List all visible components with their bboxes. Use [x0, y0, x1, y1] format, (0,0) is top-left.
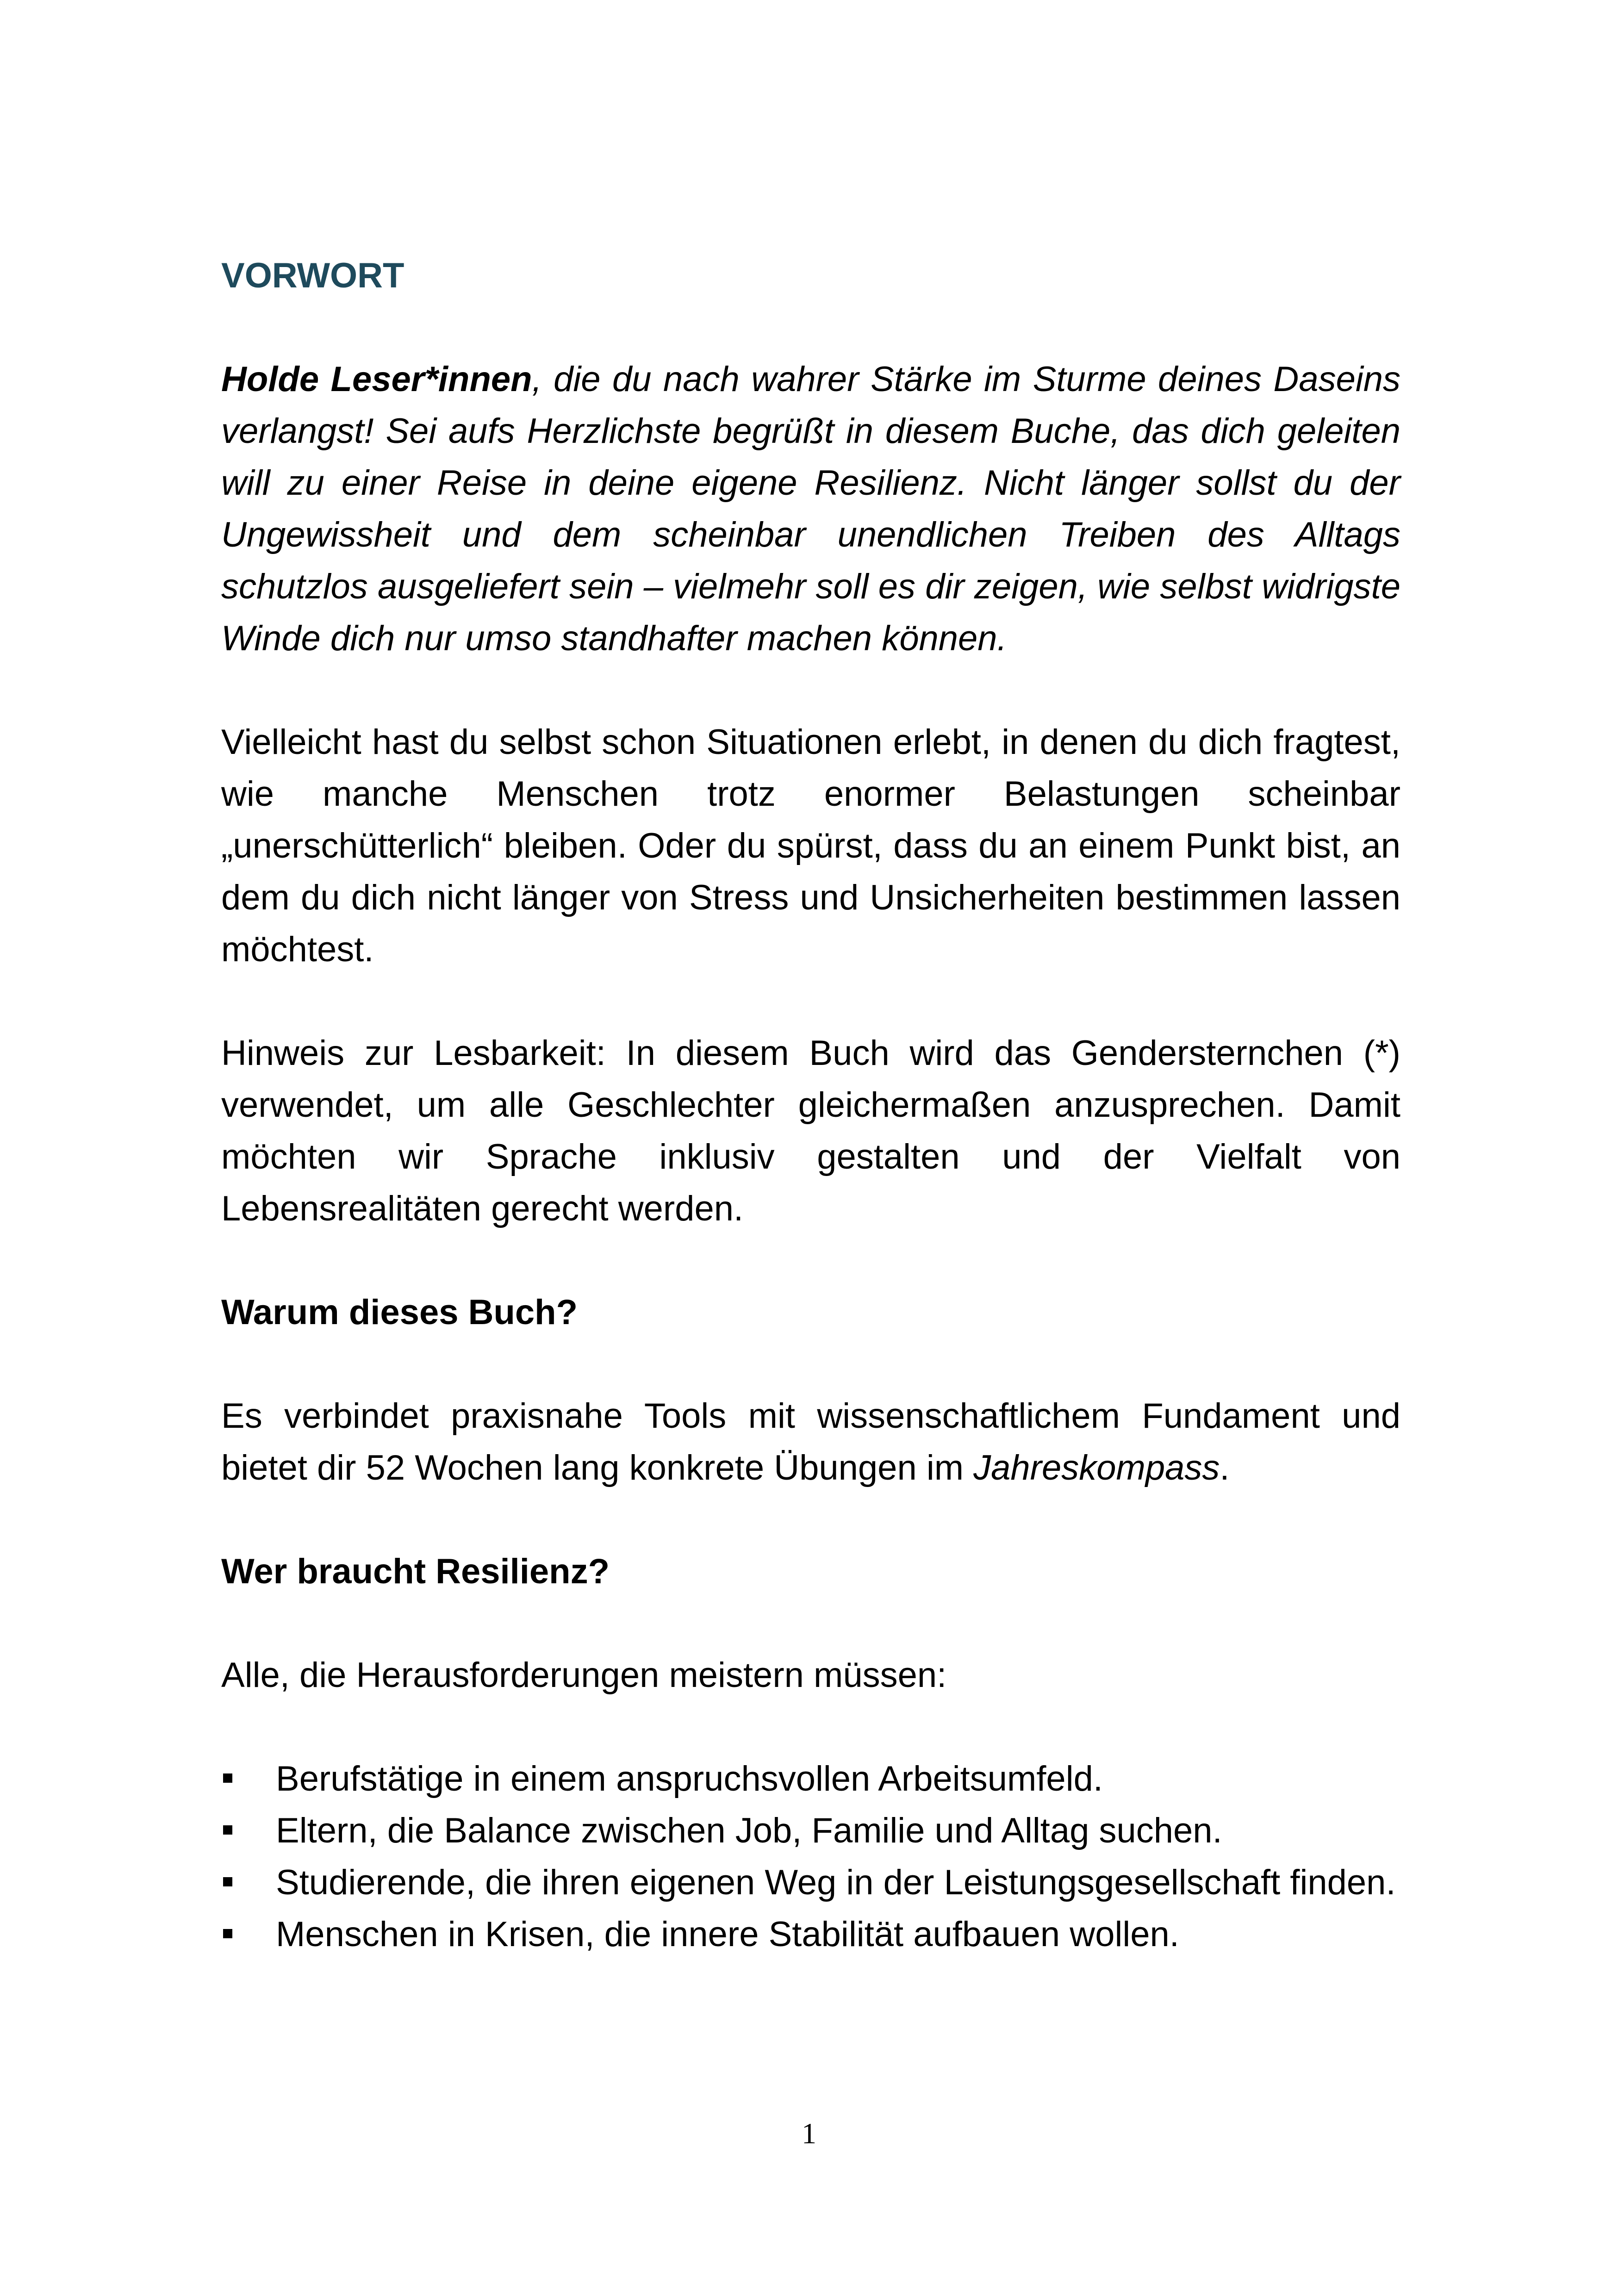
square-bullet-icon	[223, 1825, 232, 1835]
paragraph-who-lead: Alle, die Herausforderungen meistern müssen:	[221, 1655, 947, 1695]
list-item	[221, 1753, 1400, 1805]
why-text-before: Es verbindet praxisnahe Tools mit wissenschaftlichem Fundament und bietet dir 52 Wochen lang konkrete Übungen im	[221, 1396, 1400, 1487]
intro-paragraph	[221, 354, 1400, 665]
paragraph-situations: Vielleicht hast du selbst schon Situationen erlebt, in denen du dich fragtest, wie manche Menschen trotz enormer Belastungen scheinbar „unerschütterlich“ bleiben. Oder du spürst, dass du an einem Punkt bist, an dem du dich nicht länger von Stress und Unsicherheiten bestimmen lassen möchtest.	[221, 722, 1400, 969]
paragraph-why	[221, 1390, 1400, 1494]
page-number: 1	[802, 2117, 816, 2150]
paragraph-readability-note: Hinweis zur Lesbarkeit: In diesem Buch wird das Gendersternchen (*) verwendet, um alle Geschlechter gleichermaßen anzusprechen. Damit möchten wir Sprache inklusiv gestalten und der Vielfalt von Lebensrealitäten gerecht werden.	[221, 1033, 1400, 1228]
list-item	[221, 1909, 1400, 1960]
audience-list	[221, 1753, 1400, 1960]
section-title-who: Wer braucht Resilienz?	[221, 1552, 610, 1591]
list-item	[221, 1805, 1400, 1857]
intro-text: , die du nach wahrer Stärke im Sturme deines Daseins verlangst! Sei aufs Herzlichste begrüßt in diesem Buche, das dich geleiten will zu einer Reise in deine eigene Resilienz. Nicht länger sollst du der Ungewissheit und dem scheinbar unendlichen Treiben des Alltags schutzlos ausgeliefert sein – vielmehr soll es dir zeigen, wie selbst widrigste Winde dich nur umso standhafter machen können.	[221, 360, 1401, 658]
list-item-text: Eltern, die Balance zwischen Job, Familie und Alltag suchen.	[276, 1811, 1222, 1850]
square-bullet-icon	[223, 1929, 232, 1938]
chapter-heading: VORWORT	[221, 256, 404, 295]
list-item-text: Menschen in Krisen, die innere Stabilität aufbauen wollen.	[276, 1915, 1179, 1954]
list-item	[221, 1857, 1400, 1909]
square-bullet-icon	[223, 1877, 232, 1886]
list-item-text: Berufstätige in einem anspruchsvollen Arbeitsumfeld.	[276, 1759, 1103, 1798]
document-page	[221, 250, 1400, 1960]
section-title-why: Warum dieses Buch?	[221, 1293, 578, 1332]
square-bullet-icon	[223, 1773, 232, 1783]
why-text-italic: Jahreskompass	[973, 1448, 1220, 1487]
why-text-after: .	[1220, 1448, 1230, 1487]
list-item-text: Studierende, die ihren eigenen Weg in der Leistungsgesellschaft finden.	[276, 1863, 1396, 1902]
intro-lead: Holde Leser*innen	[221, 360, 532, 399]
